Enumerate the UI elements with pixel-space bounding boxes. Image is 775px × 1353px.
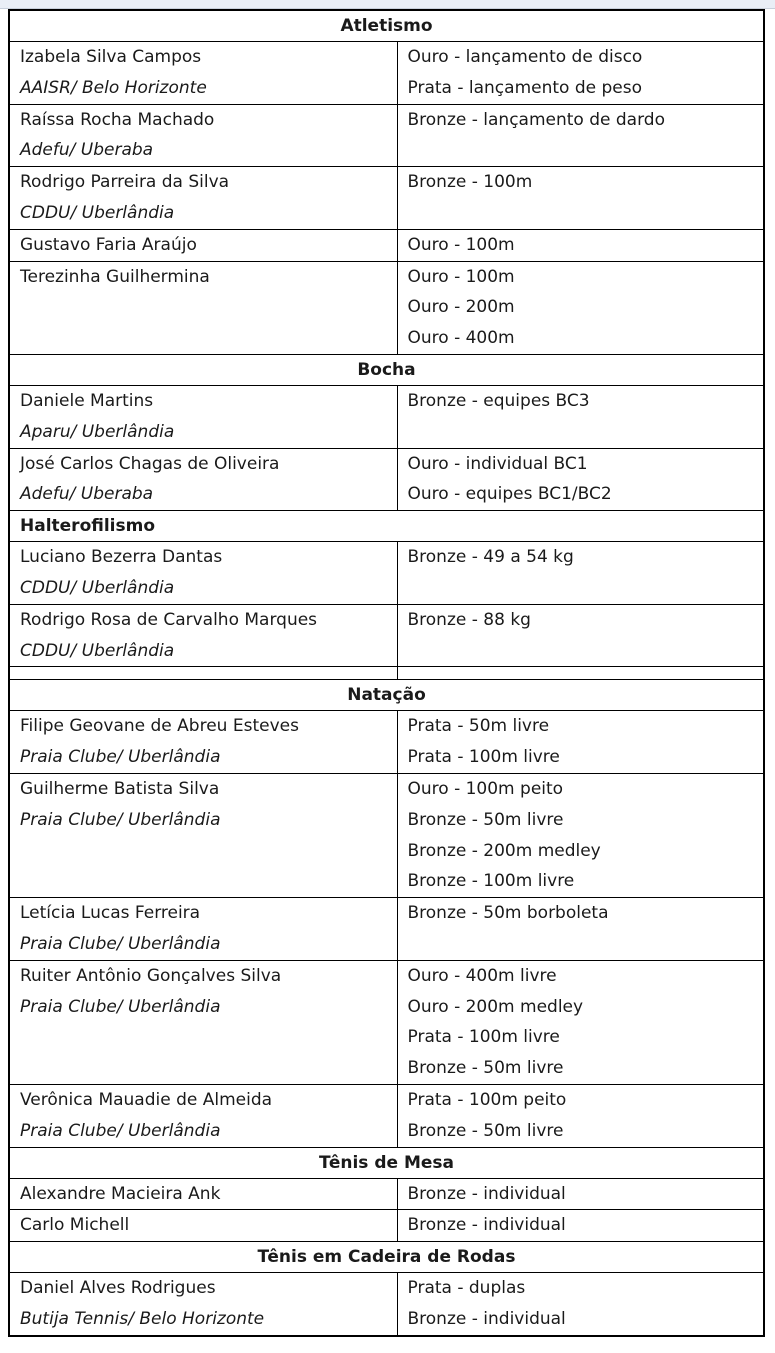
athlete-row: [9, 1273, 764, 1336]
section-title: Tênis em Cadeira de Rodas: [9, 1242, 764, 1273]
medals-cell: [397, 604, 764, 667]
athlete-row: [9, 385, 764, 448]
athlete-name: Guilherme Batista Silva: [20, 778, 220, 799]
athlete-cell: [9, 42, 397, 105]
athlete-row: [9, 773, 764, 897]
medals-cell: [397, 104, 764, 167]
medal-entry: Bronze - individual: [407, 1215, 566, 1236]
medal-entry: Prata - 100m livre: [407, 1027, 560, 1048]
athlete-name: Rodrigo Rosa de Carvalho Marques: [20, 609, 318, 630]
athlete-club: Adefu/ Uberaba: [20, 484, 154, 505]
athlete-name: Terezinha Guilhermina: [20, 266, 210, 287]
medals-cell: [397, 1273, 764, 1336]
medal-entry: Bronze - 50m livre: [407, 1120, 564, 1141]
athlete-cell: [9, 385, 397, 448]
athlete-row: [9, 898, 764, 961]
athlete-row: [9, 167, 764, 230]
athlete-club: Adefu/ Uberaba: [20, 140, 154, 161]
medal-entry: Prata - 100m peito: [407, 1089, 567, 1110]
athlete-row: [9, 711, 764, 774]
medals-cell: [397, 167, 764, 230]
medal-entry: Bronze - 88 kg: [407, 609, 531, 630]
section-title: Bocha: [9, 354, 764, 385]
medals-cell: [397, 42, 764, 105]
medals-cell: [397, 542, 764, 605]
spacer-row: [9, 667, 764, 680]
athlete-cell: [9, 261, 397, 354]
athlete-club: AAISR/ Belo Horizonte: [20, 77, 207, 98]
medals-cell: [397, 229, 764, 261]
athlete-cell: [9, 773, 397, 897]
athlete-club: CDDU/ Uberlândia: [20, 202, 175, 223]
athlete-row: [9, 42, 764, 105]
section-header-row: [9, 354, 764, 385]
athlete-cell: [9, 448, 397, 511]
athlete-cell: [9, 898, 397, 961]
athlete-row: [9, 261, 764, 354]
athlete-name: Izabela Silva Campos: [20, 47, 202, 67]
medal-entry: Prata - 100m livre: [407, 747, 560, 768]
medal-entry: Ouro - 100m peito: [407, 778, 564, 799]
medals-cell: [397, 960, 764, 1084]
section-title: Halterofilismo: [9, 511, 764, 542]
window-top-strip: [0, 0, 775, 9]
medals-cell: [397, 898, 764, 961]
results-table-body: [9, 10, 764, 1336]
athlete-row: [9, 1178, 764, 1210]
medal-entry: Bronze - 50m livre: [407, 1058, 564, 1079]
medal-entry: Bronze - 50m borboleta: [407, 903, 609, 924]
medal-entry: Bronze - individual: [407, 1308, 566, 1329]
medal-entry: Ouro - 400m livre: [407, 965, 557, 986]
athlete-cell: [9, 229, 397, 261]
medal-entry: Prata - duplas: [407, 1278, 526, 1299]
medal-entry: Bronze - 50m livre: [407, 809, 564, 830]
medal-entry: Prata - lançamento de peso: [407, 77, 642, 98]
athlete-name: Gustavo Faria Araújo: [20, 234, 197, 255]
medal-entry: Prata - 50m livre: [407, 716, 550, 737]
athlete-name: Daniele Martins: [20, 390, 154, 411]
medals-cell: [397, 773, 764, 897]
medal-entry: Bronze - 200m medley: [407, 840, 601, 861]
athlete-club: Praia Clube/ Uberlândia: [20, 809, 221, 830]
medals-cell: [397, 1084, 764, 1147]
athlete-name: Verônica Mauadie de Almeida: [20, 1089, 273, 1110]
medals-cell: [397, 261, 764, 354]
athlete-name: Filipe Geovane de Abreu Esteves: [20, 716, 299, 737]
athlete-cell: [9, 1084, 397, 1147]
athlete-row: [9, 1084, 764, 1147]
spacer-cell: [9, 667, 397, 680]
medal-entry: Bronze - 100m: [407, 172, 533, 193]
medals-cell: [397, 1178, 764, 1210]
athlete-cell: [9, 1178, 397, 1210]
athlete-club: Aparu/ Uberlândia: [20, 421, 175, 442]
medal-entry: Bronze - 100m livre: [407, 871, 575, 892]
section-title: Tênis de Mesa: [9, 1147, 764, 1178]
medal-entry: Ouro - equipes BC1/BC2: [407, 484, 612, 505]
athlete-name: Luciano Bezerra Dantas: [20, 547, 223, 568]
athlete-cell: [9, 104, 397, 167]
athlete-name: Ruiter Antônio Gonçalves Silva: [20, 965, 282, 986]
athlete-name: Alexandre Macieira Ank: [20, 1183, 221, 1204]
section-title: Natação: [9, 680, 764, 711]
athlete-row: [9, 448, 764, 511]
athlete-row: [9, 604, 764, 667]
athlete-cell: [9, 167, 397, 230]
athlete-cell: [9, 542, 397, 605]
medal-entry: Bronze - lançamento de dardo: [407, 109, 665, 130]
spacer-cell: [397, 667, 764, 680]
athlete-club: Praia Clube/ Uberlândia: [20, 1120, 221, 1141]
section-header-row: [9, 680, 764, 711]
medal-entry: Ouro - 200m: [407, 297, 515, 318]
athlete-cell: [9, 604, 397, 667]
section-header-row: [9, 511, 764, 542]
medal-entry: Bronze - 49 a 54 kg: [407, 547, 574, 568]
athlete-row: [9, 960, 764, 1084]
athlete-name: José Carlos Chagas de Oliveira: [20, 453, 280, 474]
athlete-cell: [9, 1210, 397, 1242]
athlete-club: Praia Clube/ Uberlândia: [20, 996, 221, 1017]
medals-cell: [397, 385, 764, 448]
medal-entry: Ouro - lançamento de disco: [407, 47, 643, 67]
section-header-row: [9, 10, 764, 42]
medal-entry: Ouro - 100m: [407, 234, 515, 255]
athlete-club: CDDU/ Uberlândia: [20, 640, 175, 661]
medal-entry: Ouro - individual BC1: [407, 453, 588, 474]
athlete-club: CDDU/ Uberlândia: [20, 577, 175, 598]
medals-cell: [397, 448, 764, 511]
athlete-name: Rodrigo Parreira da Silva: [20, 172, 230, 193]
medals-cell: [397, 1210, 764, 1242]
athlete-name: Raíssa Rocha Machado: [20, 109, 215, 130]
medal-entry: Bronze - equipes BC3: [407, 390, 590, 411]
section-title: Atletismo: [9, 10, 764, 42]
athlete-name: Daniel Alves Rodrigues: [20, 1278, 216, 1299]
section-header-row: [9, 1242, 764, 1273]
section-header-row: [9, 1147, 764, 1178]
athlete-row: [9, 229, 764, 261]
medal-entry: Ouro - 400m: [407, 328, 515, 349]
athlete-club: Butija Tennis/ Belo Horizonte: [20, 1308, 265, 1329]
athlete-name: Letícia Lucas Ferreira: [20, 903, 201, 924]
athlete-row: [9, 542, 764, 605]
athlete-cell: [9, 1273, 397, 1336]
athlete-name: Carlo Michell: [20, 1215, 130, 1236]
athlete-row: [9, 1210, 764, 1242]
medal-entry: Ouro - 100m: [407, 266, 515, 287]
medal-results-table: [8, 9, 765, 1337]
athlete-cell: [9, 711, 397, 774]
medals-cell: [397, 711, 764, 774]
athlete-club: Praia Clube/ Uberlândia: [20, 747, 221, 768]
athlete-club: Praia Clube/ Uberlândia: [20, 933, 221, 954]
medal-entry: Bronze - individual: [407, 1183, 566, 1204]
athlete-cell: [9, 960, 397, 1084]
athlete-row: [9, 104, 764, 167]
medal-entry: Ouro - 200m medley: [407, 996, 584, 1017]
